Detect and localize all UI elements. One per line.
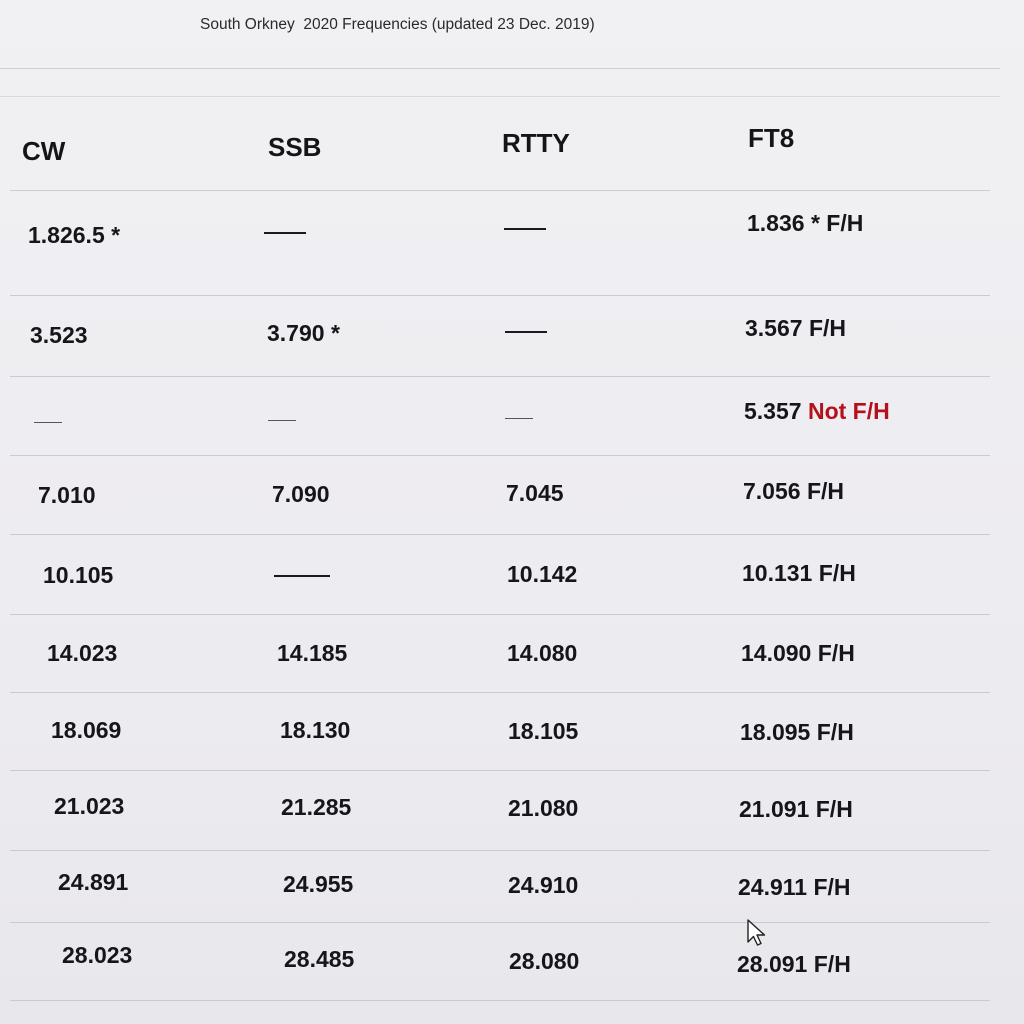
- cw-cell: 28.023: [62, 942, 133, 968]
- ssb-cell: 21.285: [281, 794, 352, 820]
- ft8-cell: [741, 640, 855, 667]
- ft8-frequency: 28.091: [737, 951, 808, 977]
- ft8-mode-note: F/H: [826, 210, 864, 236]
- row-divider: [10, 376, 990, 377]
- ft8-frequency: 1.836 *: [747, 210, 820, 236]
- ssb-cell: 28.485: [284, 946, 355, 972]
- cw-cell: 24.891: [58, 869, 129, 895]
- rtty-cell: 14.080: [507, 640, 578, 666]
- row-divider: [10, 455, 990, 456]
- rtty-cell: 10.142: [507, 561, 578, 587]
- ft8-mode-note: F/H: [813, 951, 851, 977]
- ft8-mode-note: F/H: [813, 874, 851, 900]
- cw-cell: 18.069: [51, 717, 122, 743]
- ft8-frequency: 21.091: [739, 796, 810, 822]
- empty-cell-dash: [268, 420, 296, 421]
- row-divider: [10, 295, 990, 296]
- cw-cell: 10.105: [43, 562, 114, 588]
- ssb-cell: 18.130: [280, 717, 351, 743]
- empty-cell-dash: [505, 418, 533, 419]
- ft8-mode-note: F/H: [817, 640, 855, 666]
- ft8-cell: [739, 796, 853, 823]
- divider: [0, 96, 1000, 97]
- ssb-cell: 7.090: [272, 481, 330, 507]
- column-header-ssb: SSB: [268, 132, 322, 162]
- column-header-cw: CW: [22, 136, 66, 166]
- ft8-mode-note: F/H: [815, 796, 853, 822]
- ft8-mode-note: F/H: [806, 478, 845, 504]
- row-divider: [10, 1000, 990, 1001]
- column-header-ft8: FT8: [748, 123, 795, 153]
- ft8-mode-note: Not F/H: [807, 398, 890, 424]
- row-divider: [10, 190, 990, 191]
- empty-cell-dash: [274, 575, 330, 577]
- cw-cell: 21.023: [54, 793, 125, 819]
- rtty-cell: 7.045: [506, 480, 564, 506]
- ssb-cell: 14.185: [277, 640, 348, 666]
- row-divider: [10, 614, 990, 615]
- ft8-cell: [738, 874, 851, 901]
- ft8-frequency: 24.911: [738, 874, 808, 900]
- divider: [0, 68, 1000, 69]
- ft8-mode-note: F/H: [816, 719, 854, 745]
- ssb-cell: 24.955: [283, 871, 354, 897]
- ft8-frequency: 10.131: [742, 560, 813, 586]
- empty-cell-dash: [264, 232, 306, 234]
- rtty-cell: 18.105: [508, 718, 579, 744]
- ft8-frequency: 18.095: [740, 719, 811, 745]
- ft8-cell: [747, 210, 863, 237]
- column-header-rtty: RTTY: [502, 128, 570, 158]
- row-divider: [10, 534, 990, 535]
- ft8-frequency: 3.567: [745, 315, 803, 341]
- ft8-frequency: 14.090: [741, 640, 812, 666]
- empty-cell-dash: [505, 331, 547, 333]
- mouse-pointer-icon: [746, 918, 768, 948]
- ft8-frequency: 5.357: [744, 398, 802, 424]
- empty-cell-dash: [34, 422, 62, 423]
- rtty-cell: 24.910: [508, 872, 579, 898]
- ft8-cell: [744, 398, 890, 425]
- ft8-mode-note: F/H: [808, 315, 847, 341]
- cw-cell: 1.826.5 *: [28, 222, 121, 248]
- ft8-cell: [743, 478, 844, 505]
- ft8-cell: [737, 951, 851, 978]
- cw-cell: 3.523: [30, 322, 88, 348]
- ft8-cell: [745, 315, 846, 342]
- rtty-cell: 28.080: [509, 948, 580, 974]
- row-divider: [10, 692, 990, 693]
- cw-cell: 14.023: [47, 640, 118, 666]
- ft8-frequency: 7.056: [743, 478, 801, 504]
- row-divider: [10, 850, 990, 851]
- rtty-cell: 21.080: [508, 795, 579, 821]
- ft8-mode-note: F/H: [818, 560, 856, 586]
- page-title: South Orkney 2020 Frequencies (updated 23 Dec. 2019): [200, 16, 595, 33]
- row-divider: [10, 770, 990, 771]
- cw-cell: 7.010: [38, 482, 96, 508]
- empty-cell-dash: [504, 228, 546, 230]
- ssb-cell: 3.790 *: [267, 320, 340, 346]
- ft8-cell: [742, 560, 856, 587]
- ft8-cell: [740, 719, 854, 746]
- row-divider: [10, 922, 990, 923]
